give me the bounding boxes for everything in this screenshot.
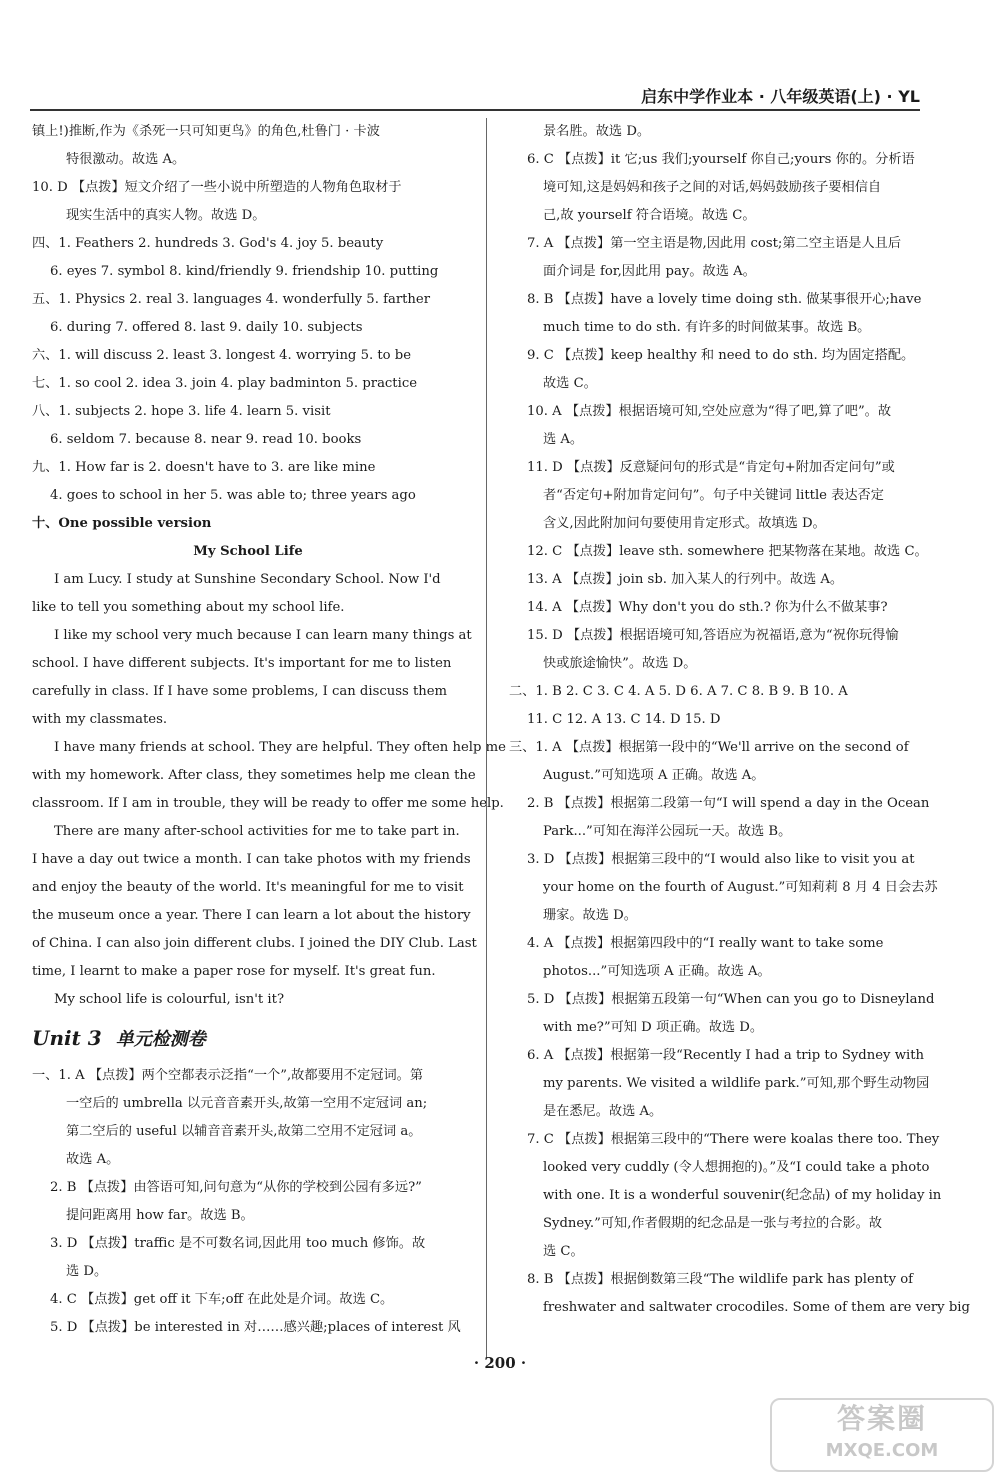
page-header: 启东中学作业本 · 八年级英语(上) · YL bbox=[641, 87, 920, 106]
unit-title: Unit 3 bbox=[32, 1026, 102, 1050]
text-line: 三、1. A 【点拨】根据第一段中的“We'll arrive on the second of bbox=[509, 740, 909, 755]
text-line: 12. C 【点拨】leave sth. somewhere 把某物落在某地。故选 C。 bbox=[527, 544, 928, 559]
essay-line: I like my school very much because I can learn many things at bbox=[54, 628, 472, 643]
text-line: 2. B 【点拨】由答语可知,问句意为“从你的学校到公园有多远?” bbox=[50, 1180, 422, 1195]
text-line: 四、1. Feathers 2. hundreds 3. God's 4. joy 5. beauty bbox=[32, 236, 384, 251]
text-line: 9. C 【点拨】keep healthy 和 need to do sth. 均为固定搭配。 bbox=[527, 348, 915, 363]
text-line: 选 C。 bbox=[543, 1244, 584, 1259]
unit-heading bbox=[32, 1016, 464, 1060]
text-line: August.”可知选项 A 正确。故选 A。 bbox=[543, 768, 765, 783]
essay-line: carefully in class. If I have some problems, I can discuss them bbox=[32, 684, 448, 699]
text-line: 6. eyes 7. symbol 8. kind/friendly 9. friendship 10. putting bbox=[50, 264, 439, 279]
text-line: 境可知,这是妈妈和孩子之间的对话,妈妈鼓励孩子要相信自 bbox=[543, 180, 882, 195]
text-line: 4. A 【点拨】根据第四段中的“I really want to take some bbox=[527, 936, 884, 951]
text-line: 3. D 【点拨】根据第三段中的“I would also like to visit you at bbox=[527, 852, 915, 867]
essay-line: with my homework. After class, they sometimes help me clean the bbox=[32, 768, 476, 783]
text-line: 二、1. B 2. C 3. C 4. A 5. D 6. A 7. C 8. B 9. B 10. A bbox=[509, 684, 848, 699]
text-line: 4. C 【点拨】get off it 下车;off 在此处是介词。故选 C。 bbox=[50, 1292, 394, 1307]
text-line: 镇上!)推断,作为《杀死一只可知更鸟》的角色,杜鲁门 · 卡波 bbox=[32, 124, 380, 139]
page-number: · 200 · bbox=[473, 1354, 527, 1372]
text-line: 者“否定句+附加肯定问句”。句子中关键词 little 表达否定 bbox=[543, 488, 884, 503]
essay-line: school. I have different subjects. It's important for me to listen bbox=[32, 656, 452, 671]
text-line: 5. D 【点拨】be interested in 对……感兴趣;places of interest 风 bbox=[50, 1320, 461, 1335]
essay-line: I have a day out twice a month. I can take photos with my friends bbox=[32, 852, 471, 867]
essay-line: and enjoy the beauty of the world. It's meaningful for me to visit bbox=[32, 880, 464, 895]
essay-line: like to tell you something about my school life. bbox=[32, 600, 345, 615]
watermark-logo bbox=[770, 1398, 994, 1472]
text-line: your home on the fourth of August.”可知莉莉 8 月 4 日会去苏 bbox=[543, 880, 938, 895]
text-line: 7. A 【点拨】第一空主语是物,因此用 cost;第二空主语是人且后 bbox=[527, 236, 902, 251]
text-line: 14. A 【点拨】Why don't you do sth.? 你为什么不做某事? bbox=[527, 600, 888, 615]
text-line: 一、1. A 【点拨】两个空都表示泛指“一个”,故都要用不定冠词。第 bbox=[32, 1068, 424, 1083]
header-rule bbox=[30, 109, 920, 111]
text-line: 现实生活中的真实人物。故选 D。 bbox=[66, 208, 266, 223]
text-line: 7. C 【点拨】根据第三段中的“There were koalas there too. They bbox=[527, 1132, 940, 1147]
essay-line: with my classmates. bbox=[32, 712, 168, 727]
text-line: 6. C 【点拨】it 它;us 我们;yourself 你自己;yours 你的。分析语 bbox=[527, 152, 915, 167]
right-column bbox=[509, 118, 970, 1322]
text-line: Park...”可知在海洋公园玩一天。故选 B。 bbox=[543, 824, 792, 839]
essay-line: time, I learnt to make a paper rose for myself. It's great fun. bbox=[32, 964, 436, 979]
text-line: 己,故 yourself 符合语境。故选 C。 bbox=[543, 208, 756, 223]
text-line: 6. during 7. offered 8. last 9. daily 10. subjects bbox=[50, 320, 363, 335]
text-line: 七、1. so cool 2. idea 3. join 4. play badminton 5. practice bbox=[32, 376, 418, 391]
text-line: 面介词是 for,因此用 pay。故选 A。 bbox=[543, 264, 756, 279]
essay-line: My school life is colourful, isn't it? bbox=[54, 992, 285, 1007]
text-line: Sydney.”可知,作者假期的纪念品是一张与考拉的合影。故 bbox=[543, 1216, 882, 1231]
text-line: 11. D 【点拨】反意疑问句的形式是“肯定句+附加否定问句”或 bbox=[527, 460, 895, 475]
text-line: 八、1. subjects 2. hope 3. life 4. learn 5. visit bbox=[32, 404, 331, 419]
text-line: 选 A。 bbox=[543, 432, 584, 447]
text-line: 六、1. will discuss 2. least 3. longest 4. worrying 5. to be bbox=[32, 348, 412, 363]
text-line: 2. B 【点拨】根据第二段第一句“I will spend a day in the Ocean bbox=[527, 796, 930, 811]
watermark-text: 答案圈 bbox=[836, 1402, 927, 1435]
watermark-url: MXQE.COM bbox=[825, 1440, 939, 1461]
text-line: freshwater and saltwater crocodiles. Some of them are very big bbox=[543, 1300, 970, 1315]
unit-subtitle: 单元检测卷 bbox=[115, 1029, 206, 1050]
essay-line: of China. I can also join different clubs. I joined the DIY Club. Last bbox=[32, 936, 477, 951]
text-line: with one. It is a wonderful souvenir(纪念品) of my holiday in bbox=[543, 1188, 942, 1203]
text-line: 快或旅途愉快”。故选 D。 bbox=[543, 656, 697, 671]
text-line: 15. D 【点拨】根据语境可知,答语应为祝福语,意为“祝你玩得愉 bbox=[527, 628, 899, 643]
text-line: 10. D 【点拨】短文介绍了一些小说中所塑造的人物角色取材于 bbox=[32, 180, 402, 195]
left-column bbox=[32, 118, 506, 1342]
text-line: much time to do sth. 有许多的时间做某事。故选 B。 bbox=[543, 320, 871, 335]
text-line: 一空后的 umbrella 以元音音素开头,故第一空用不定冠词 an; bbox=[66, 1096, 428, 1111]
essay-line: I have many friends at school. They are helpful. They often help me bbox=[54, 740, 506, 755]
text-line: 8. B 【点拨】根据倒数第三段“The wildlife park has plenty of bbox=[527, 1272, 914, 1287]
text-line: photos...”可知选项 A 正确。故选 A。 bbox=[543, 964, 771, 979]
text-line: 九、1. How far is 2. doesn't have to 3. are like mine bbox=[32, 460, 376, 475]
essay-line: classroom. If I am in trouble, they will be ready to offer me some help. bbox=[32, 796, 504, 811]
text-line: 8. B 【点拨】have a lovely time doing sth. 做某事很开心;have bbox=[527, 292, 922, 307]
section-heading: 十、One possible version bbox=[32, 516, 212, 531]
essay-line: the museum once a year. There I can learn a lot about the history bbox=[32, 908, 471, 923]
text-line: 珊家。故选 D。 bbox=[543, 908, 637, 923]
text-line: my parents. We visited a wildlife park.”可知,那个野生动物园 bbox=[543, 1076, 930, 1091]
text-line: 5. D 【点拨】根据第五段第一句“When can you go to Disneyland bbox=[527, 992, 935, 1007]
text-line: 6. A 【点拨】根据第一段“Recently I had a trip to Sydney with bbox=[527, 1048, 924, 1063]
essay-title: My School Life bbox=[193, 544, 303, 559]
text-line: 景名胜。故选 D。 bbox=[543, 124, 651, 139]
text-line: 11. C 12. A 13. C 14. D 15. D bbox=[527, 712, 721, 727]
text-line: 故选 A。 bbox=[66, 1152, 120, 1167]
text-line: 故选 C。 bbox=[543, 376, 597, 391]
text-line: 含义,因此附加问句要使用肯定形式。故填选 D。 bbox=[543, 516, 826, 531]
text-line: looked very cuddly (令人想拥抱的)。”及“I could take a photo bbox=[543, 1160, 930, 1175]
text-line: 第二空后的 useful 以辅音音素开头,故第二空用不定冠词 a。 bbox=[66, 1124, 422, 1139]
text-line: 10. A 【点拨】根据语境可知,空处应意为“得了吧,算了吧”。故 bbox=[527, 404, 892, 419]
text-line: 是在悉尼。故选 A。 bbox=[543, 1104, 663, 1119]
text-line: 五、1. Physics 2. real 3. languages 4. wonderfully 5. farther bbox=[32, 292, 431, 307]
text-line: 3. D 【点拨】traffic 是不可数名词,因此用 too much 修饰。故 bbox=[50, 1236, 426, 1251]
text-line: 选 D。 bbox=[66, 1264, 108, 1279]
essay-line: I am Lucy. I study at Sunshine Secondary School. Now I'd bbox=[54, 572, 441, 587]
text-line: 提问距离用 how far。故选 B。 bbox=[66, 1208, 254, 1223]
column-divider bbox=[486, 118, 487, 1358]
essay-line: There are many after-school activities for me to take part in. bbox=[54, 824, 460, 839]
text-line: 6. seldom 7. because 8. near 9. read 10. books bbox=[50, 432, 362, 447]
text-line: 4. goes to school in her 5. was able to; three years ago bbox=[50, 488, 416, 503]
text-line: 特很激动。故选 A。 bbox=[66, 152, 186, 167]
text-line: 13. A 【点拨】join sb. 加入某人的行列中。故选 A。 bbox=[527, 572, 844, 587]
text-line: with me?”可知 D 项正确。故选 D。 bbox=[543, 1020, 764, 1035]
